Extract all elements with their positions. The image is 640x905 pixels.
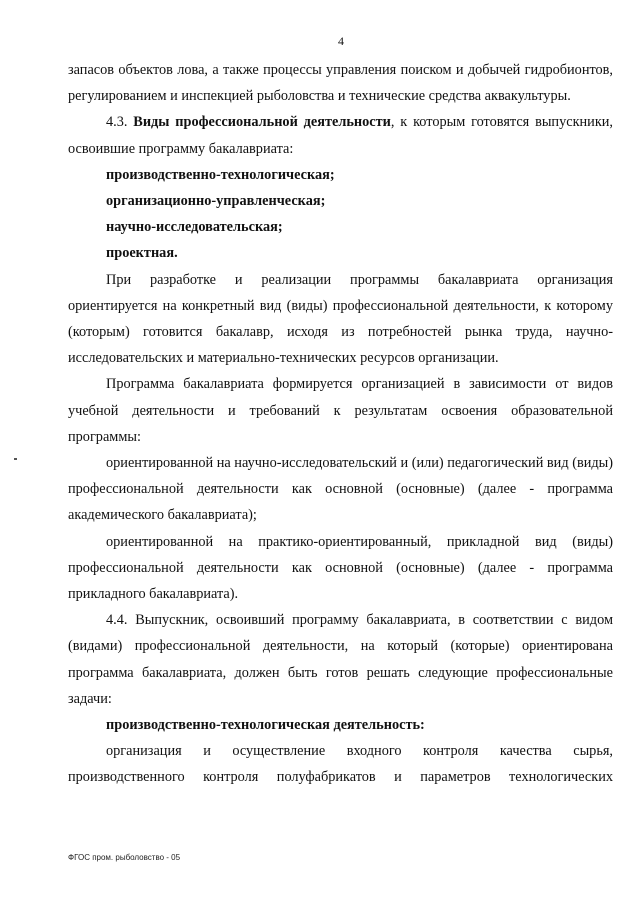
paragraph-program-development: При разработке и реализации программы бакалавриата организация ориентируется на конкретный вид (виды) профессиональной деятельности, к которому (которым) готовится бакалавр, исходя из потребностей рынка труда, научно-исследовательских и материально-технических ресурсов организации. — [68, 271, 613, 367]
clause-text: , к которым готовятся выпускники, освоившие программу бакалавриата: — [68, 114, 613, 157]
paragraph-program-formation: Программа бакалавриата формируется организацией в зависимости от видов учебной деятельности и требований к результатам освоения образовательной программы: — [68, 376, 613, 445]
list-item-activity: производственно-технологическая; — [106, 166, 335, 183]
list-item-activity: организационно-управленческая; — [106, 193, 326, 210]
paragraph-academic-bachelor: ориентированной на научно-исследовательский и (или) педагогический вид (виды) профессиональной деятельности как основной (основные) (далее - программа академического бакалавриата); — [68, 455, 613, 524]
paragraph-4-4: 4.4. Выпускник, освоивший программу бакалавриата, в соответствии с видом (видами) профессиональной деятельности, на который (которые) ориентирована программа бакалавриата, должен быть готов решать следующие профессиональные задачи: — [68, 612, 613, 707]
section-heading: производственно-технологическая деятельность: — [106, 717, 425, 734]
paragraph-continuation: запасов объектов лова, а также процессы управления поиском и добычей гидробионтов, регулированием и инспекцией рыболовства и технические средства аквакультуры. — [68, 62, 613, 105]
paragraph-4-3 — [68, 109, 613, 161]
scan-mark — [14, 458, 17, 460]
clause-heading: Виды профессиональной деятельности — [133, 114, 391, 131]
page-footer: ФГОС пром. рыболовство - 05 — [68, 853, 181, 862]
paragraph-applied-bachelor: ориентированной на практико-ориентированный, прикладной вид (виды) профессиональной деятельности как основной (основные) (далее - программа прикладного бакалавриата). — [68, 533, 613, 603]
document-body — [68, 57, 613, 791]
paragraph-tasks: организация и осуществление входного контроля качества сырья, производственного контроля полуфабрикатов и параметров технологических — [68, 743, 613, 786]
page-number: 4 — [338, 34, 344, 48]
clause-number: 4.3. — [106, 114, 128, 131]
list-item-activity: проектная. — [106, 245, 178, 262]
list-item-activity: научно-исследовательская; — [106, 219, 283, 236]
